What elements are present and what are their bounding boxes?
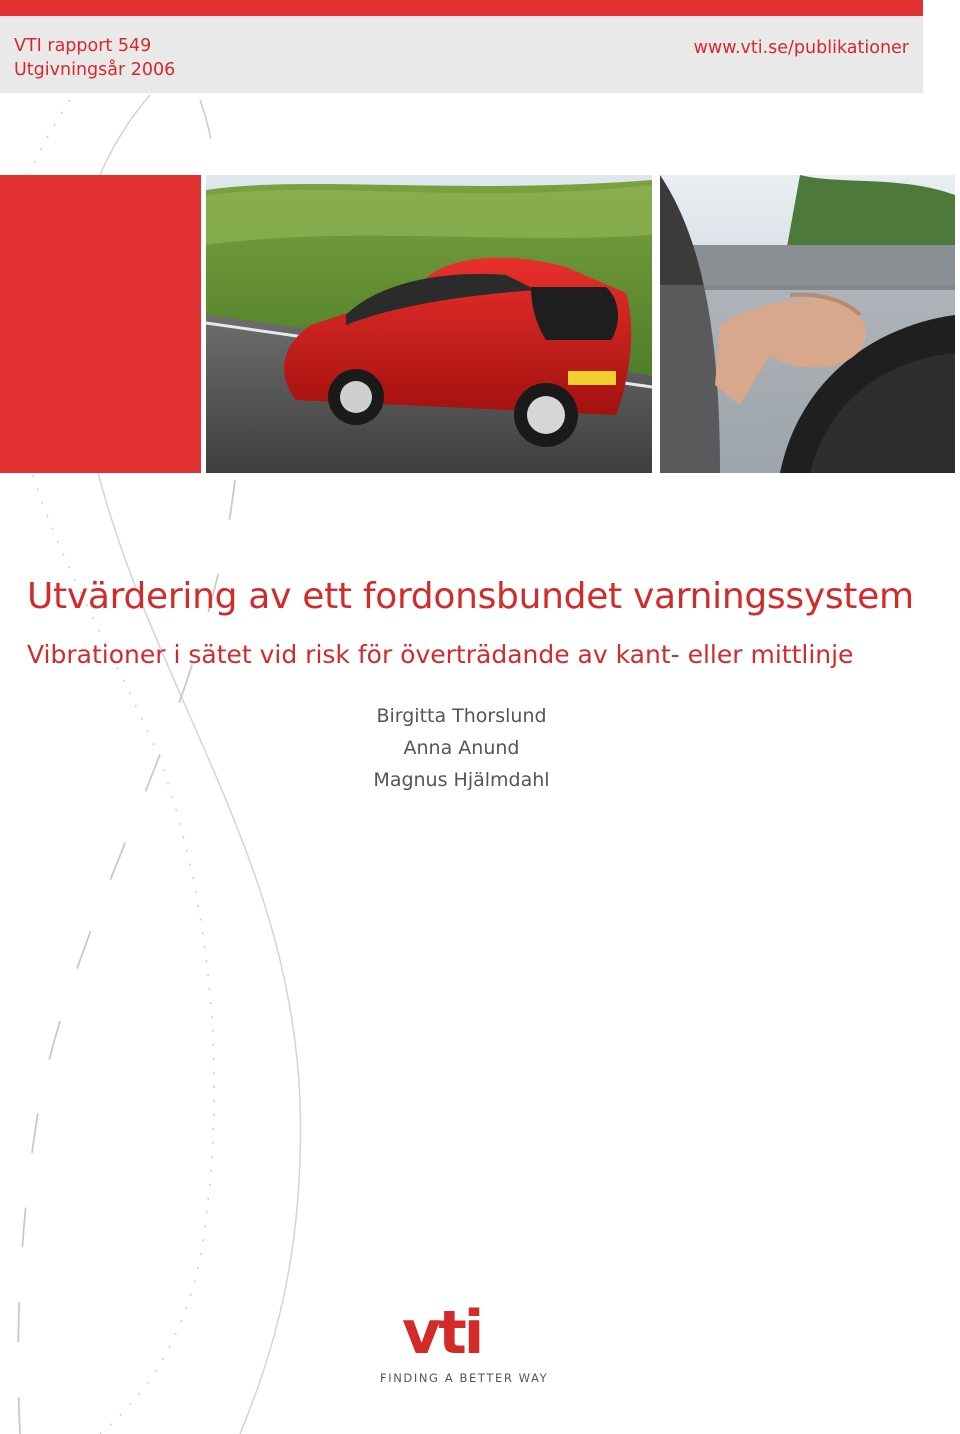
- vti-logo: [380, 1298, 549, 1390]
- report-info: [14, 34, 175, 82]
- author-name: Anna Anund: [403, 737, 520, 759]
- photo-steering-wheel: [660, 175, 955, 473]
- report-number: VTI rapport 549: [14, 36, 152, 56]
- logo-tagline: FINDING A BETTER WAY: [380, 1371, 549, 1385]
- logo-wordmark: vti: [402, 1298, 482, 1368]
- photo-red-car: [206, 175, 652, 473]
- report-title: Utvärdering av ett fordonsbundet varningssystem: [27, 576, 914, 617]
- publications-link[interactable]: www.vti.se/publikationer: [693, 38, 909, 58]
- top-red-strip: [0, 0, 923, 16]
- author-name: Magnus Hjälmdahl: [373, 769, 550, 791]
- red-accent-block: [0, 175, 201, 473]
- author-list: [0, 700, 923, 796]
- author-name: Birgitta Thorslund: [376, 705, 547, 727]
- publication-year: Utgivningsår 2006: [14, 60, 176, 80]
- report-subtitle: Vibrationer i sätet vid risk för överträdande av kant- eller mittlinje: [27, 640, 854, 669]
- report-header: [0, 16, 923, 93]
